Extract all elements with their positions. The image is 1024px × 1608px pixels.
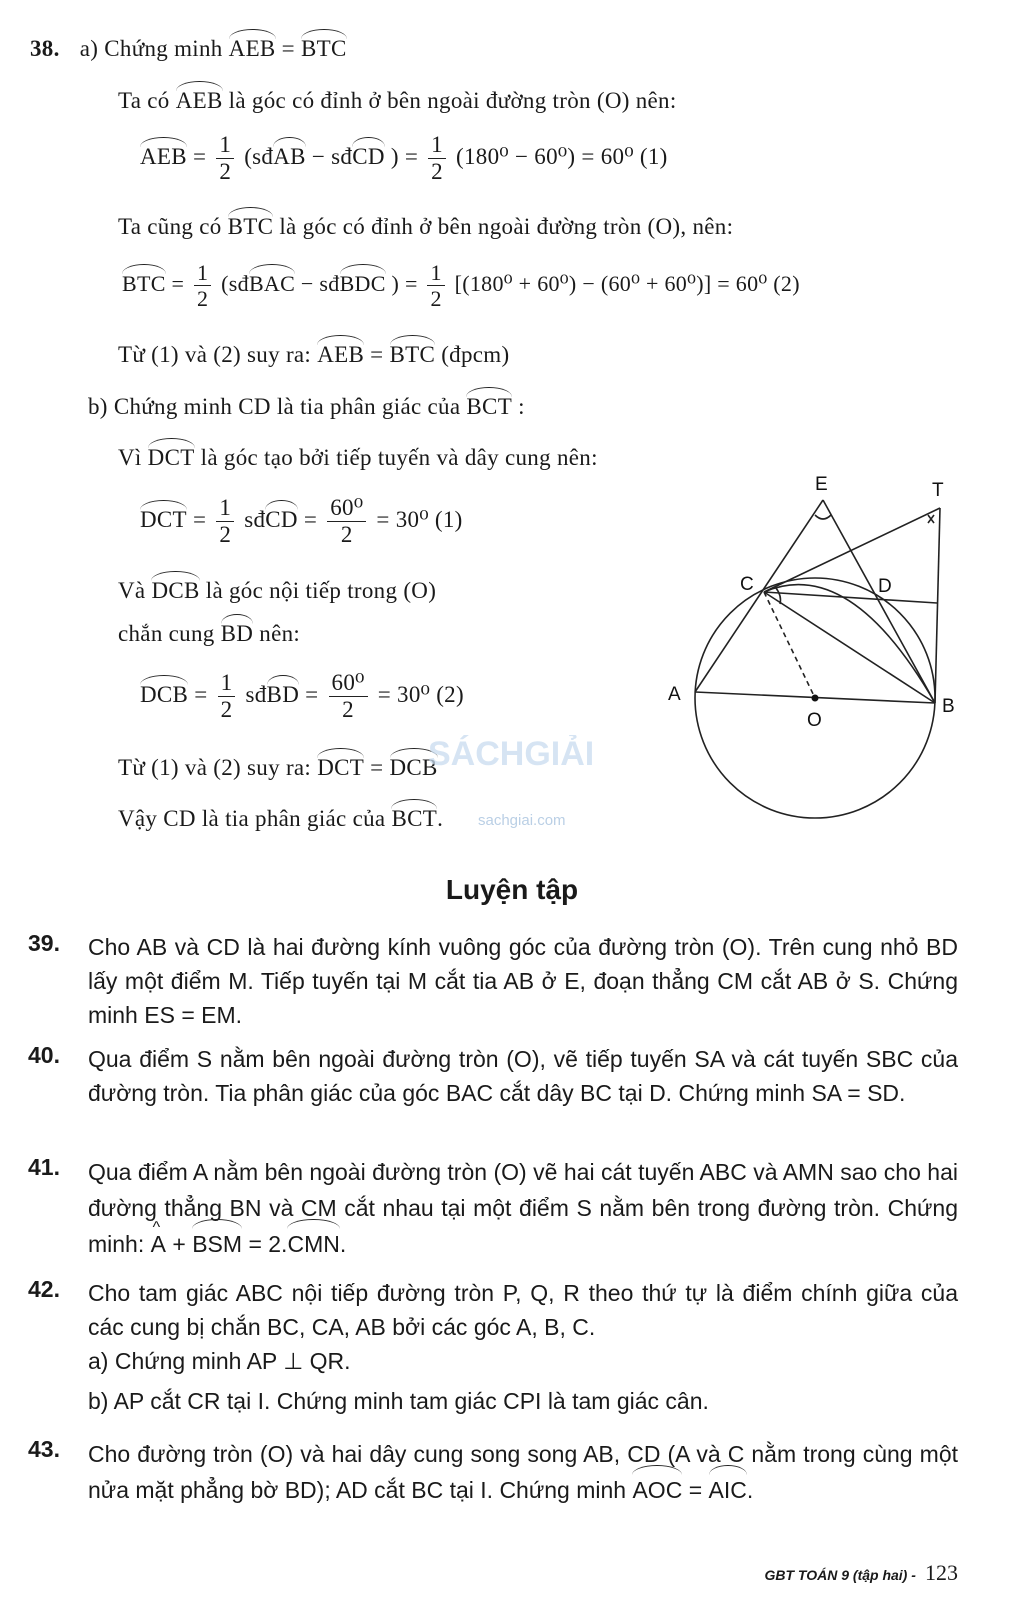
arc-ab: AB	[273, 144, 306, 170]
text: Vậy CD là tia phân giác của	[118, 806, 386, 831]
ex38-line3	[118, 214, 733, 240]
text: − sđ	[311, 144, 353, 170]
exercise-body	[88, 1436, 958, 1508]
text: sđ	[245, 682, 267, 708]
exercise-text: Qua điểm S nằm bên ngoài đường tròn (O), vẽ tiếp tuyến SA và cát tuyến SBC của đường tròn. Tia phân giác của góc BAC cắt dây BC tại D. Chứng minh SA = SD.	[88, 1046, 958, 1106]
label-a: A	[668, 684, 681, 705]
denominator: 2	[220, 697, 233, 723]
part-a-title: Chứng minh	[104, 36, 223, 61]
ex38-line1	[118, 88, 677, 114]
exercise-number: 42.	[28, 1276, 60, 1302]
numerator: 1	[427, 260, 444, 286]
ex38-conclusion-a	[118, 342, 509, 368]
exercise-number: 39.	[28, 930, 60, 956]
fraction-half	[427, 260, 444, 312]
angle-aoc: AOC	[632, 1472, 682, 1508]
exercise-text: Cho đường tròn (O) và hai dây cung song song AB, CD (A và C nằm trong cùng một nửa mặt phẳng bờ BD); AD cắt BC tại I. Chứng minh	[88, 1441, 958, 1503]
period: .	[746, 1477, 754, 1503]
plus-sign: +	[172, 1231, 186, 1257]
text: (đpcm)	[441, 342, 510, 367]
period: .	[339, 1231, 347, 1257]
text: [(180⁰ + 60⁰) − (60⁰ + 60⁰)] = 60⁰ (2)	[454, 270, 800, 296]
fraction-half	[218, 670, 236, 724]
label-d: D	[878, 576, 892, 597]
text: Từ (1) và (2) suy ra:	[118, 342, 312, 367]
equals-sign: =	[303, 507, 318, 533]
formula-4	[140, 670, 464, 724]
fraction-half	[428, 132, 446, 186]
label-c: C	[740, 574, 754, 595]
angle-mark-t	[928, 515, 934, 523]
text: (180⁰ − 60⁰) = 60⁰ (1)	[456, 144, 668, 170]
angle-btc: BTC	[227, 214, 274, 239]
exercise-part-b: b) AP cắt CR tại I. Chứng minh tam giác CPI là tam giác cân.	[88, 1388, 709, 1414]
part-b-final	[118, 806, 443, 832]
exercise-number: 40.	[28, 1042, 60, 1068]
colon: :	[512, 394, 525, 419]
arc-bd: BD	[266, 682, 300, 708]
ex38-header	[30, 36, 347, 62]
ex38-number: 38.	[30, 36, 60, 61]
angle-bct: BCT	[391, 806, 438, 831]
fraction-60-2	[329, 670, 368, 724]
part-b-line3	[118, 621, 300, 647]
label-e: E	[815, 474, 828, 495]
part-a-label: a)	[79, 36, 99, 61]
text: = 30⁰ (1)	[376, 507, 463, 533]
angle-aeb: AEB	[228, 36, 276, 61]
angle-dcb: DCB	[389, 755, 438, 780]
equals-sign: =	[194, 682, 208, 708]
arc-bdc: BDC	[339, 270, 386, 296]
text: ) =	[390, 144, 419, 170]
exercise-text: Cho tam giác ABC nội tiếp đường tròn P, Q, R theo thứ tự là điểm chính giữa của các cung bị chắn BC, CA, AB bởi các góc A, B, C.	[88, 1280, 958, 1340]
text: chắn cung	[118, 621, 215, 646]
equals-sign: =	[370, 755, 384, 780]
denominator: 2	[340, 522, 353, 548]
denominator: 2	[197, 286, 209, 312]
numerator: 1	[216, 495, 234, 522]
page-footer	[764, 1560, 958, 1586]
exercise-41	[28, 1154, 958, 1262]
part-b-label: b)	[88, 394, 108, 419]
denominator: 2	[431, 159, 443, 185]
text: − sđ	[300, 270, 340, 296]
angle-btc: BTC	[300, 36, 347, 61]
denominator: 2	[342, 697, 354, 723]
arc-bd: BD	[220, 621, 254, 646]
angle-bct: BCT	[466, 394, 513, 419]
period: .	[437, 806, 444, 831]
text: Ta cũng có	[118, 214, 222, 239]
numerator: 1	[216, 132, 234, 159]
formula-1	[140, 132, 668, 186]
angle-dct: DCT	[317, 755, 365, 780]
label-t: T	[932, 480, 944, 501]
arc-cd: CD	[352, 144, 385, 170]
text: là góc có đỉnh ở bên ngoài đường tròn (O), nên:	[279, 214, 734, 239]
angle-aic: AIC	[709, 1472, 747, 1508]
text: nên:	[259, 621, 301, 646]
denominator: 2	[219, 522, 232, 548]
equals-sign: =	[370, 342, 384, 367]
angle-bsm: BSM	[192, 1226, 242, 1262]
equals-sign: =	[305, 682, 319, 708]
fraction-half	[216, 495, 234, 549]
text: = 2.	[248, 1231, 288, 1257]
point-o	[812, 695, 819, 702]
equals-sign: =	[688, 1477, 703, 1503]
text: Ta có	[118, 88, 170, 113]
arc-cd: CD	[265, 507, 298, 533]
part-b-conclusion	[118, 755, 438, 781]
angle-dcb: DCB	[151, 578, 200, 603]
arc-bac: BAC	[248, 270, 296, 296]
text: Vì	[118, 445, 142, 470]
text: là góc nội tiếp trong (O)	[205, 578, 437, 603]
label-o: O	[807, 710, 822, 731]
text: ) =	[391, 270, 418, 296]
exercise-42	[28, 1276, 958, 1418]
part-b-line1	[118, 445, 598, 471]
numerator: 60⁰	[329, 670, 368, 697]
segment-tb	[935, 508, 940, 703]
fraction-60-2	[327, 495, 366, 549]
fraction-half	[194, 260, 211, 312]
segment-cb	[764, 592, 935, 703]
text: Và	[118, 578, 146, 603]
watermark-site: sachgiai.com	[478, 812, 566, 829]
text: (sđ	[244, 144, 274, 170]
numerator: 1	[194, 260, 211, 286]
equals-sign: =	[171, 270, 185, 296]
exercise-text: Qua điểm A nằm bên ngoài đường tròn (O) vẽ hai cát tuyến ABC và AMN sao cho hai đường thẳng BN và CM cắt nhau tại một điểm S nằm bên trong đường tròn. Chứng minh:	[88, 1159, 958, 1257]
text: là góc tạo bởi tiếp tuyến và dây cung nên:	[200, 445, 598, 470]
angle-aeb: AEB	[140, 144, 187, 170]
exercise-part-a: a) Chứng minh AP ⊥ QR.	[88, 1348, 351, 1374]
geometry-figure	[660, 470, 980, 830]
watermark-brand: SÁCHGIẢI	[428, 735, 595, 773]
text: là góc có đỉnh ở bên ngoài đường tròn (O) nên:	[228, 88, 677, 113]
text: Chứng minh CD là tia phân giác của	[113, 394, 461, 419]
angle-aeb: AEB	[317, 342, 365, 367]
angle-a: ^ A	[151, 1226, 166, 1262]
denominator: 2	[219, 159, 232, 185]
angle-dct: DCT	[147, 445, 195, 470]
exercise-39	[28, 930, 958, 1032]
exercise-number: 41.	[28, 1154, 60, 1180]
formula-3	[140, 495, 463, 549]
section-title: Luyện tập	[445, 874, 579, 905]
fraction-half	[216, 132, 234, 186]
exercise-number: 43.	[28, 1436, 60, 1462]
angle-dct: DCT	[140, 507, 187, 533]
angle-btc: BTC	[122, 270, 166, 296]
angle-dcb: DCB	[140, 682, 189, 708]
exercise-40	[28, 1042, 958, 1110]
angle-mark-e	[815, 515, 831, 519]
text: sđ	[244, 507, 266, 533]
equals-sign: =	[192, 144, 207, 170]
exercise-body	[88, 1154, 958, 1262]
part-b-title	[88, 394, 525, 420]
part-b-line2	[118, 578, 436, 604]
angle-btc: BTC	[389, 342, 436, 367]
label-b: B	[942, 696, 955, 717]
numerator: 1	[218, 670, 236, 697]
text: = 30⁰ (2)	[377, 682, 464, 708]
text: Từ (1) và (2) suy ra:	[118, 755, 312, 780]
angle-aeb: AEB	[175, 88, 223, 113]
equals-sign: =	[281, 36, 295, 61]
angle-cmn: CMN	[287, 1226, 339, 1262]
denominator: 2	[430, 286, 442, 312]
equals-sign: =	[192, 507, 207, 533]
page-number: 123	[925, 1560, 958, 1585]
exercise-text: Cho AB và CD là hai đường kính vuông góc của đường tròn (O). Trên cung nhỏ BD lấy một điểm M. Tiếp tuyến tại M cắt tia AB ở E, đoạn thẳng CM cắt AB ở S. Chứng minh ES = EM.	[88, 934, 958, 1028]
numerator: 1	[428, 132, 446, 159]
exercise-43	[28, 1436, 958, 1508]
numerator: 60⁰	[327, 495, 366, 522]
text: (sđ	[221, 270, 249, 296]
book-title: GBT TOÁN 9 (tập hai) -	[764, 1567, 916, 1583]
segment-ae	[695, 500, 823, 692]
formula-2	[122, 260, 800, 312]
